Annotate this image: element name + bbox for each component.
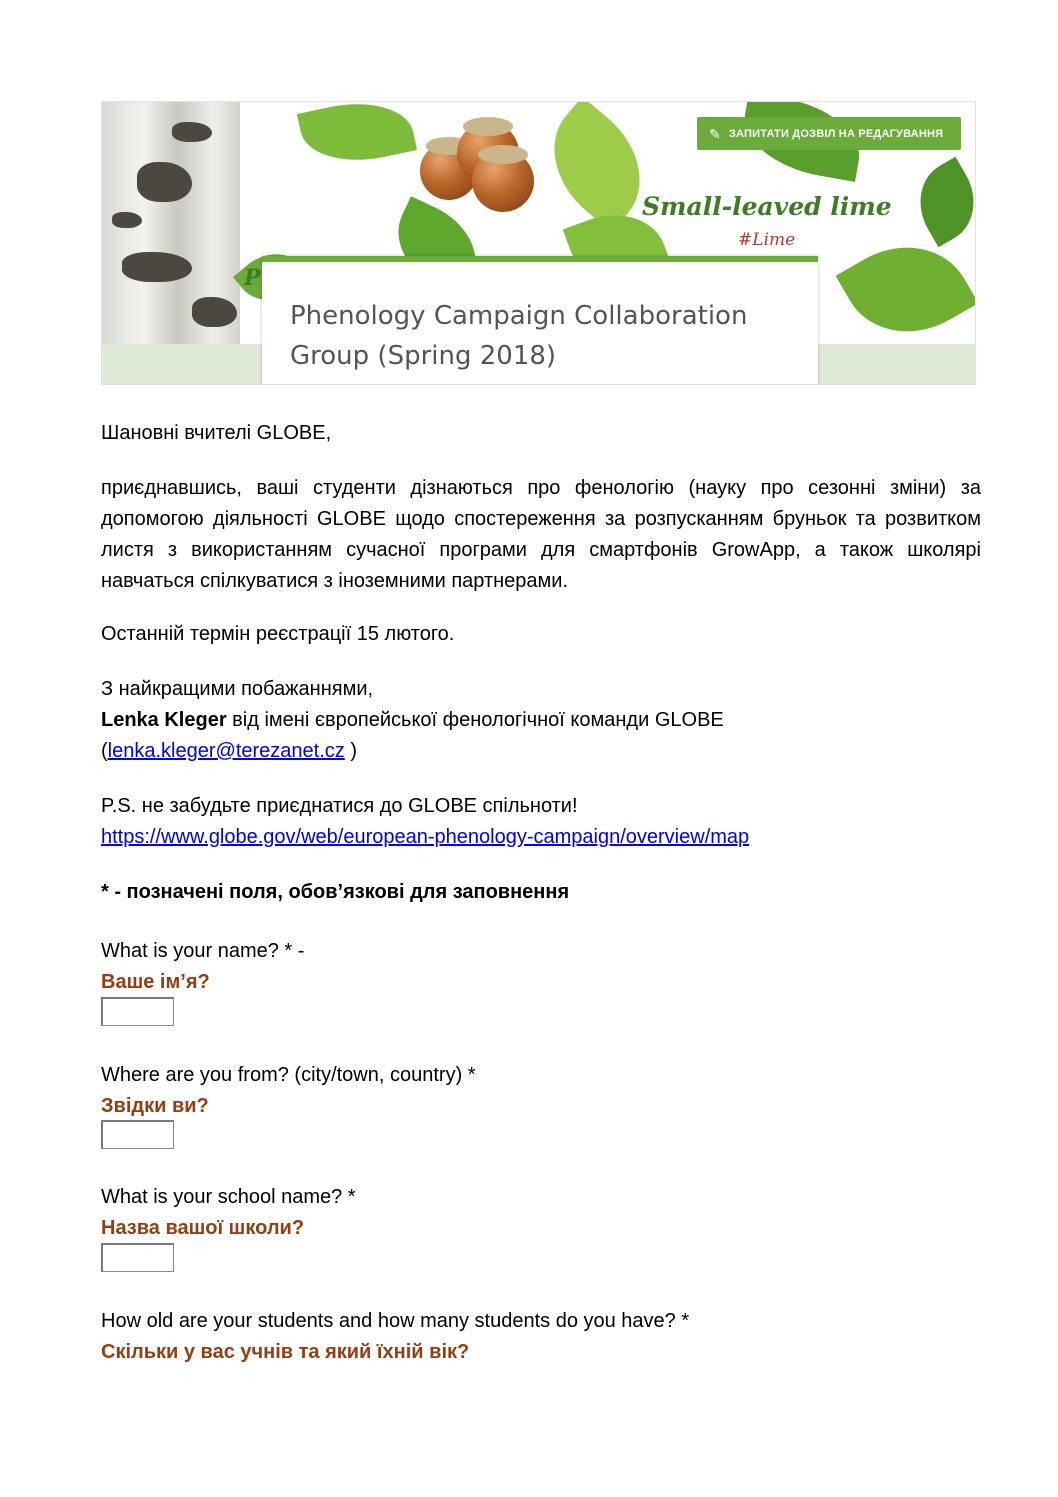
question-school-en: What is your school name? *: [101, 1186, 356, 1208]
question-name-en: What is your name? * -: [101, 940, 305, 962]
group-title-card: [262, 256, 818, 385]
birch-bark-image: [102, 102, 240, 347]
species-hashtag: #Lime: [738, 230, 796, 250]
email-link[interactable]: lenka.kleger@terezanet.cz: [107, 740, 345, 762]
species-title: Small-leaved lime: [642, 192, 892, 221]
required-fields-note: * - позначені поля, обов’язкові для заповнення: [101, 881, 570, 903]
ps-text: P.S. не забудьте приєднатися до GLOBE спільноти!: [101, 795, 578, 817]
leaf-image: [297, 101, 417, 173]
group-title: [290, 296, 790, 376]
location-input[interactable]: [101, 1120, 174, 1149]
registration-deadline: Останній термін реєстрації 15 лютого.: [101, 623, 455, 645]
email-close-paren: ): [344, 740, 357, 762]
leaf-image: [836, 221, 976, 358]
pencil-icon: ✎: [709, 125, 721, 142]
school-input[interactable]: [101, 1243, 174, 1272]
globe-community-link[interactable]: https://www.globe.gov/web/european-phenology-campaign/overview/map: [101, 826, 750, 848]
name-input[interactable]: [101, 997, 174, 1026]
group-title-line-2: Group (Spring 2018): [290, 341, 557, 371]
question-location-en: Where are you from? (city/town, country) *: [101, 1064, 476, 1086]
email-line: [101, 736, 981, 767]
banner-partial-letter: P: [244, 265, 261, 291]
question-location-uk: Звідки ви?: [101, 1095, 209, 1117]
group-title-line-1: Phenology Campaign Collaboration: [290, 301, 748, 331]
closing: З найкращими побажаннями,: [101, 678, 374, 700]
question-school-uk: Назва вашої школи?: [101, 1217, 305, 1239]
signature-affiliation: від імені європейської фенологічної команди GLOBE: [226, 709, 724, 731]
leaf-image: [904, 157, 976, 248]
ps-link-line: [101, 822, 981, 853]
signature-name: Lenka Kleger: [101, 709, 227, 731]
request-edit-permission-label: ЗАПИТАТИ ДОЗВІЛ НА РЕДАГУВАННЯ: [728, 127, 944, 140]
request-edit-permission-button[interactable]: [697, 117, 961, 150]
email-open-paren: (: [101, 740, 108, 762]
intro-paragraph: приєднавшись, ваші студенти дізнаються про фенологію (науку про сезонні зміни) за допомогою діяльності GLOBE щодо спостереження за розпусканням бруньок та розвитком листя з використанням сучасної програми для смартфонів GrowApp, а також школярі навчаться спілкуватися з іноземними партнерами.: [101, 477, 981, 592]
question-name-uk: Ваше ім’я?: [101, 971, 210, 993]
question-students-uk: Скільки у вас учнів та який їхній вік?: [101, 1341, 470, 1363]
signature-line: [101, 705, 981, 736]
question-students-en: How old are your students and how many students do you have? *: [101, 1310, 690, 1332]
hazelnut-image: [472, 150, 534, 212]
header-banner: [101, 101, 976, 385]
greeting: Шановні вчителі GLOBE,: [101, 422, 332, 444]
